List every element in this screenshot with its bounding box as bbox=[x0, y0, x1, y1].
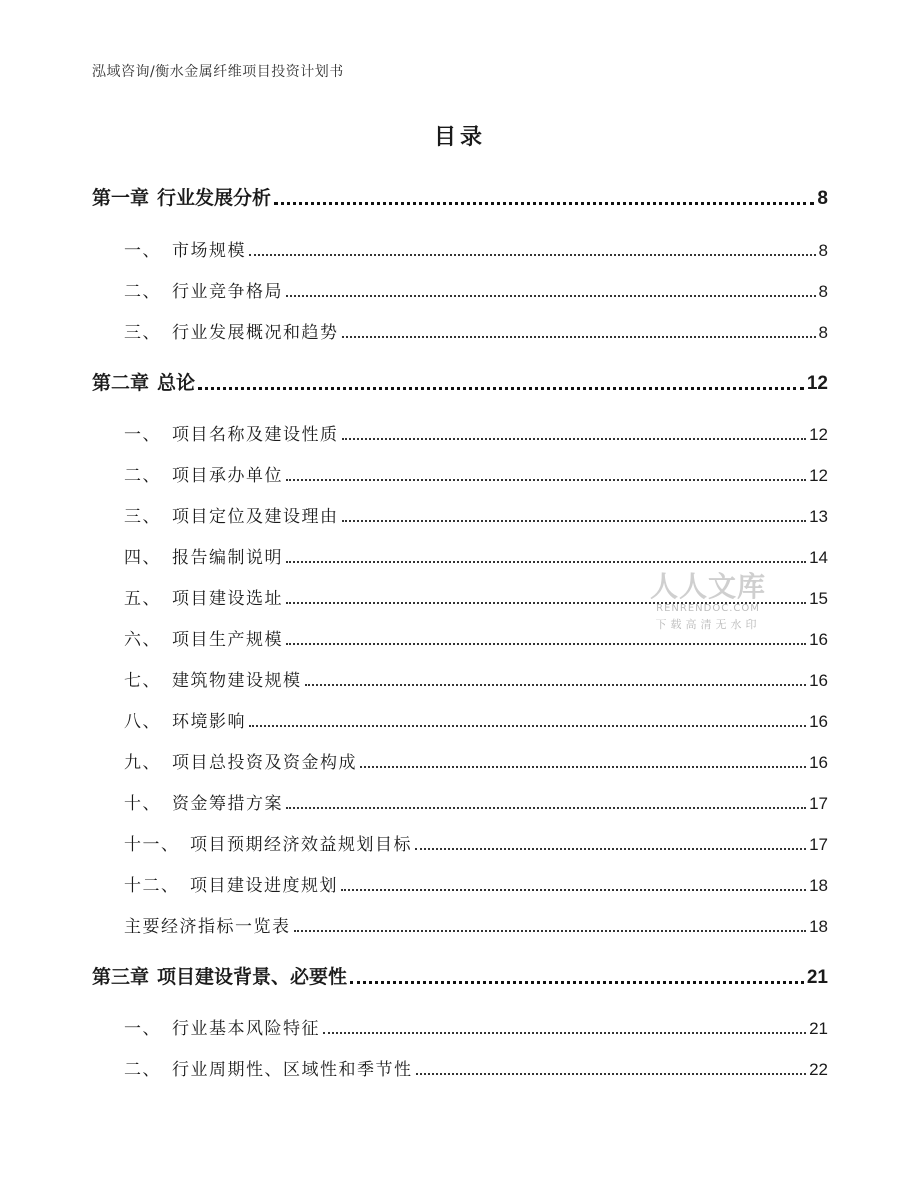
toc-entry-label: 项目总投资及资金构成 bbox=[172, 753, 357, 773]
toc-entry-number: 四、 bbox=[124, 548, 161, 568]
toc-item-row[interactable] bbox=[124, 236, 828, 261]
toc-entry-label: 项目生产规模 bbox=[172, 630, 283, 650]
toc-page-number: 16 bbox=[809, 630, 828, 649]
toc-page-number: 13 bbox=[809, 507, 828, 526]
toc-item-row[interactable] bbox=[124, 461, 828, 486]
dot-leader bbox=[294, 930, 807, 932]
dot-leader bbox=[305, 684, 807, 686]
dot-leader bbox=[360, 766, 806, 768]
toc-page-number: 21 bbox=[809, 1019, 828, 1038]
dot-leader bbox=[286, 643, 806, 645]
toc-item-row[interactable] bbox=[124, 789, 828, 814]
toc-entry-number: 三、 bbox=[124, 323, 161, 343]
dot-leader bbox=[198, 387, 804, 390]
toc-entry-number: 七、 bbox=[124, 671, 161, 691]
toc-entry-number: 五、 bbox=[124, 589, 161, 609]
toc-page-number: 22 bbox=[809, 1060, 828, 1079]
toc-chapter-row[interactable] bbox=[92, 368, 828, 395]
toc-item-row[interactable] bbox=[124, 912, 828, 937]
watermark-main: 人人文库 bbox=[649, 570, 766, 603]
dot-leader bbox=[342, 438, 807, 440]
toc-item-row[interactable] bbox=[124, 502, 828, 527]
toc-page-number: 17 bbox=[809, 794, 828, 813]
toc-item-row[interactable] bbox=[124, 830, 828, 855]
toc-entry-label: 市场规模 bbox=[172, 241, 246, 261]
toc-chapter-row[interactable] bbox=[92, 962, 828, 989]
toc-entry-number: 六、 bbox=[124, 630, 161, 650]
toc-item-row[interactable] bbox=[124, 748, 828, 773]
toc-page-number: 8 bbox=[817, 188, 828, 209]
toc-entry-label: 行业竞争格局 bbox=[172, 282, 283, 302]
toc-page-number: 17 bbox=[809, 835, 828, 854]
page-title: 目录 bbox=[433, 125, 486, 150]
toc-entry-number: 十、 bbox=[124, 794, 161, 814]
dot-leader bbox=[286, 602, 806, 604]
watermark-subtitle: 下载高清无水印 bbox=[655, 618, 761, 631]
dot-leader bbox=[286, 479, 806, 481]
toc-item-row[interactable] bbox=[124, 277, 828, 302]
toc-entry-label: 项目建设选址 bbox=[172, 589, 283, 609]
watermark-url: RENRENDOC.COM bbox=[656, 603, 760, 614]
dot-leader bbox=[342, 336, 816, 338]
dot-leader bbox=[249, 725, 806, 727]
toc-page-number: 15 bbox=[809, 589, 828, 608]
dot-leader bbox=[286, 561, 806, 563]
dot-leader bbox=[249, 254, 816, 256]
toc-page-number: 12 bbox=[809, 466, 828, 485]
toc-entry-number: 第一章 bbox=[92, 187, 150, 209]
toc-entry-label: 行业发展概况和趋势 bbox=[172, 323, 339, 343]
toc-item-row[interactable] bbox=[124, 871, 828, 896]
toc-page-number: 8 bbox=[818, 241, 828, 260]
toc-entry-label: 报告编制说明 bbox=[172, 548, 283, 568]
dot-leader bbox=[350, 981, 804, 984]
toc-page-number: 14 bbox=[809, 548, 828, 567]
dot-leader bbox=[286, 807, 806, 809]
dot-leader bbox=[323, 1032, 806, 1034]
dot-leader bbox=[286, 295, 816, 297]
toc-entry-number: 第三章 bbox=[92, 966, 150, 988]
toc-entry-number: 十一、 bbox=[124, 835, 180, 855]
toc-entry-label: 项目定位及建设理由 bbox=[172, 507, 339, 527]
toc-page-number: 16 bbox=[809, 753, 828, 772]
dot-leader bbox=[416, 1073, 807, 1075]
toc-entry-number: 二、 bbox=[124, 282, 161, 302]
dot-leader bbox=[415, 848, 806, 850]
toc-page-number: 8 bbox=[818, 282, 828, 301]
toc-entry-label: 行业发展分析 bbox=[157, 187, 272, 209]
toc-entry-label: 资金筹措方案 bbox=[172, 794, 283, 814]
toc-item-row[interactable] bbox=[124, 318, 828, 343]
toc-entry-label: 环境影响 bbox=[172, 712, 246, 732]
toc-item-row[interactable] bbox=[124, 1014, 828, 1039]
toc-entry-label: 项目预期经济效益规划目标 bbox=[190, 835, 412, 855]
toc-page-number: 16 bbox=[809, 671, 828, 690]
toc-entry-label: 项目建设背景、必要性 bbox=[157, 966, 348, 988]
toc-entry-label: 主要经济指标一览表 bbox=[124, 917, 291, 937]
toc-item-row[interactable] bbox=[124, 584, 828, 609]
toc-item-row[interactable] bbox=[124, 666, 828, 691]
toc-page-number: 18 bbox=[809, 876, 828, 895]
toc-page-number: 12 bbox=[809, 425, 828, 444]
toc-entry-label: 建筑物建设规模 bbox=[172, 671, 302, 691]
toc-entry-label: 项目承办单位 bbox=[172, 466, 283, 486]
toc-item-row[interactable] bbox=[124, 1055, 828, 1080]
dot-leader bbox=[342, 520, 807, 522]
toc-entry-label: 总论 bbox=[157, 372, 196, 394]
dot-leader bbox=[274, 202, 814, 205]
toc-entry-label: 项目名称及建设性质 bbox=[172, 425, 339, 445]
toc-item-row[interactable] bbox=[124, 420, 828, 445]
dot-leader bbox=[341, 889, 806, 891]
toc-chapter-row[interactable] bbox=[92, 183, 828, 210]
toc-entry-number: 一、 bbox=[124, 425, 161, 445]
toc-entry-number: 第二章 bbox=[92, 372, 150, 394]
toc-entry-label: 行业周期性、区域性和季节性 bbox=[172, 1060, 413, 1080]
toc-entry-number: 八、 bbox=[124, 712, 161, 732]
toc-entry-number: 二、 bbox=[124, 466, 161, 486]
toc-page-number: 8 bbox=[818, 323, 828, 342]
running-header: 泓域咨询/衡水金属纤维项目投资计划书 bbox=[92, 64, 344, 80]
toc-entry-number: 二、 bbox=[124, 1060, 161, 1080]
toc-page-number: 21 bbox=[806, 967, 828, 988]
toc-entry-number: 三、 bbox=[124, 507, 161, 527]
toc-entry-number: 一、 bbox=[124, 241, 161, 261]
toc-item-row[interactable] bbox=[124, 707, 828, 732]
toc-item-row[interactable] bbox=[124, 543, 828, 568]
toc-page-number: 16 bbox=[809, 712, 828, 731]
toc-entry-number: 一、 bbox=[124, 1019, 161, 1039]
toc-entry-number: 九、 bbox=[124, 753, 161, 773]
toc-item-row[interactable] bbox=[124, 625, 828, 650]
toc-entry-number: 十二、 bbox=[124, 876, 180, 896]
toc-page-number: 12 bbox=[806, 373, 828, 394]
toc-entry-label: 行业基本风险特征 bbox=[172, 1019, 320, 1039]
toc-page-number: 18 bbox=[809, 917, 828, 936]
toc-entry-label: 项目建设进度规划 bbox=[190, 876, 338, 896]
